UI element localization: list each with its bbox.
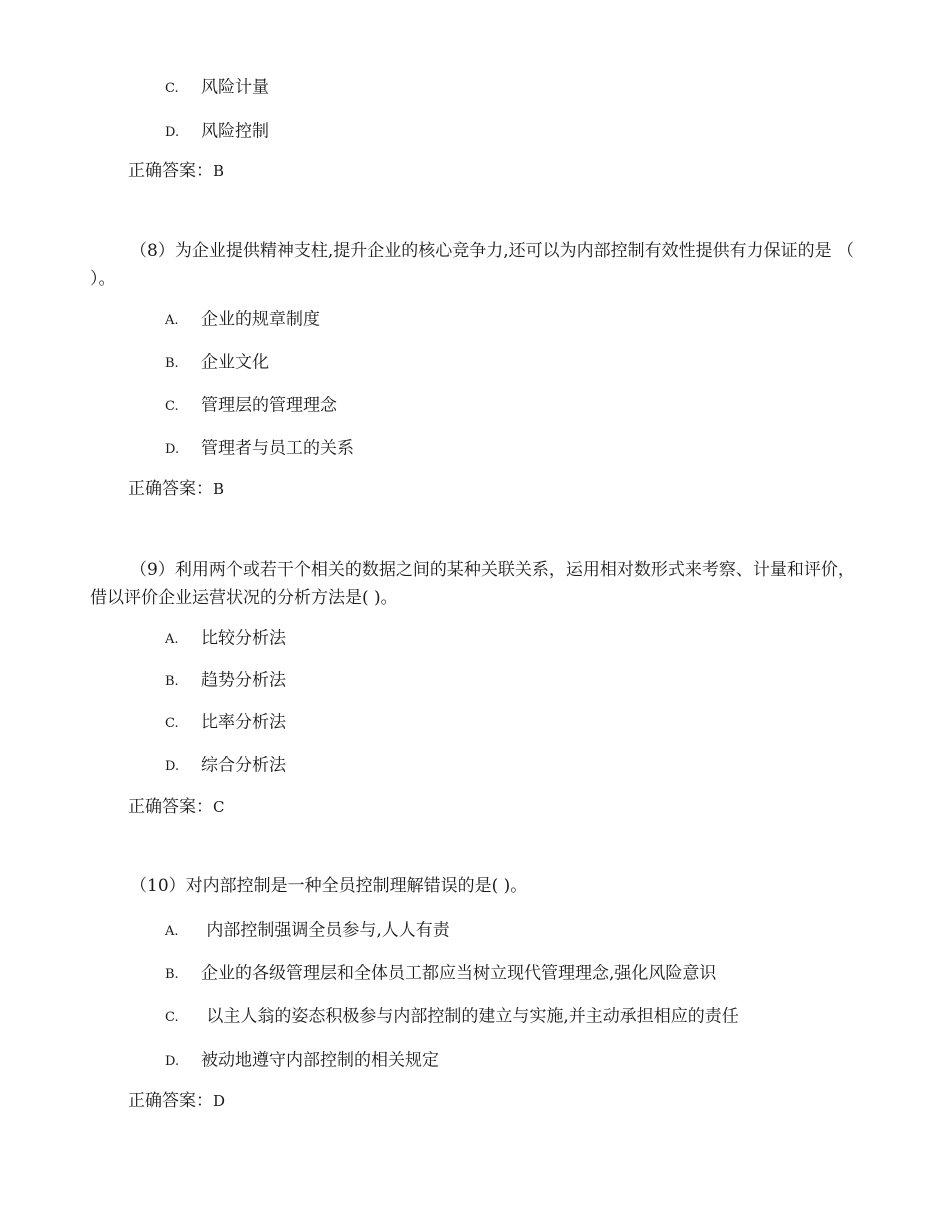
correct-answer bbox=[128, 795, 224, 819]
option-letter: A. bbox=[165, 631, 179, 647]
question-9-stem: （9）利用两个或若干个相关的数据之间的某种关联关系，运用相对数形式来考察、计量和评价，借以评价企业运营状况的分析方法是( )。 bbox=[90, 560, 855, 608]
option-text: 以主人翁的姿态积极参与内部控制的建立与实施,并主动承担相应的责任 bbox=[201, 1006, 739, 1027]
option-b bbox=[165, 961, 716, 986]
option-text: 管理者与员工的关系 bbox=[201, 438, 354, 459]
option-b bbox=[165, 350, 269, 375]
option-b bbox=[165, 668, 286, 693]
answer-value: C bbox=[213, 798, 225, 816]
answer-label: 正确答案： bbox=[128, 797, 213, 817]
option-c bbox=[165, 75, 269, 100]
option-letter: D. bbox=[165, 124, 180, 140]
option-c bbox=[165, 710, 286, 735]
option-text: 企业的规章制度 bbox=[201, 309, 320, 330]
option-text: 综合分析法 bbox=[201, 755, 286, 776]
option-letter: C. bbox=[165, 80, 179, 96]
option-a bbox=[165, 626, 286, 651]
option-text: 趋势分析法 bbox=[201, 670, 286, 691]
option-letter: D. bbox=[165, 758, 180, 774]
option-text: 风险计量 bbox=[201, 77, 269, 98]
option-letter: A. bbox=[165, 923, 179, 939]
option-text: 内部控制强调全员参与,人人有责 bbox=[201, 920, 450, 941]
option-text: 被动地遵守内部控制的相关规定 bbox=[201, 1050, 439, 1071]
option-letter: C. bbox=[165, 398, 179, 414]
option-text: 企业文化 bbox=[201, 352, 269, 373]
answer-label: 正确答案： bbox=[128, 161, 213, 181]
answer-label: 正确答案： bbox=[128, 479, 213, 499]
option-c bbox=[165, 393, 337, 418]
option-text: 风险控制 bbox=[201, 121, 269, 142]
option-letter: D. bbox=[165, 441, 180, 457]
option-text: 管理层的管理理念 bbox=[201, 395, 337, 416]
option-letter: D. bbox=[165, 1053, 180, 1069]
option-d bbox=[165, 1048, 439, 1073]
question-10-stem: （10）对内部控制是一种全员控制理解错误的是( )。 bbox=[130, 876, 528, 896]
option-a bbox=[165, 307, 320, 332]
correct-answer bbox=[128, 477, 224, 501]
option-d bbox=[165, 753, 286, 778]
option-letter: C. bbox=[165, 715, 179, 731]
question-8-stem: （8）为企业提供精神支柱,提升企业的核心竞争力,还可以为内部控制有效性提供有力保证的是 （ ）。 bbox=[90, 241, 855, 289]
answer-value: B bbox=[213, 162, 225, 180]
option-text: 比率分析法 bbox=[201, 712, 286, 733]
option-text: 比较分析法 bbox=[201, 628, 286, 649]
option-letter: B. bbox=[165, 673, 179, 689]
answer-value: D bbox=[213, 1092, 226, 1110]
option-d bbox=[165, 436, 354, 461]
option-a bbox=[165, 918, 450, 943]
correct-answer bbox=[128, 159, 224, 183]
correct-answer bbox=[128, 1089, 225, 1113]
option-letter: A. bbox=[165, 312, 179, 328]
answer-label: 正确答案： bbox=[128, 1091, 213, 1111]
option-letter: C. bbox=[165, 1009, 179, 1025]
option-text: 企业的各级管理层和全体员工都应当树立现代管理理念,强化风险意识 bbox=[201, 963, 717, 984]
option-letter: B. bbox=[165, 966, 179, 982]
option-d bbox=[165, 119, 269, 144]
answer-value: B bbox=[213, 480, 225, 498]
option-letter: B. bbox=[165, 355, 179, 371]
option-c bbox=[165, 1004, 739, 1029]
